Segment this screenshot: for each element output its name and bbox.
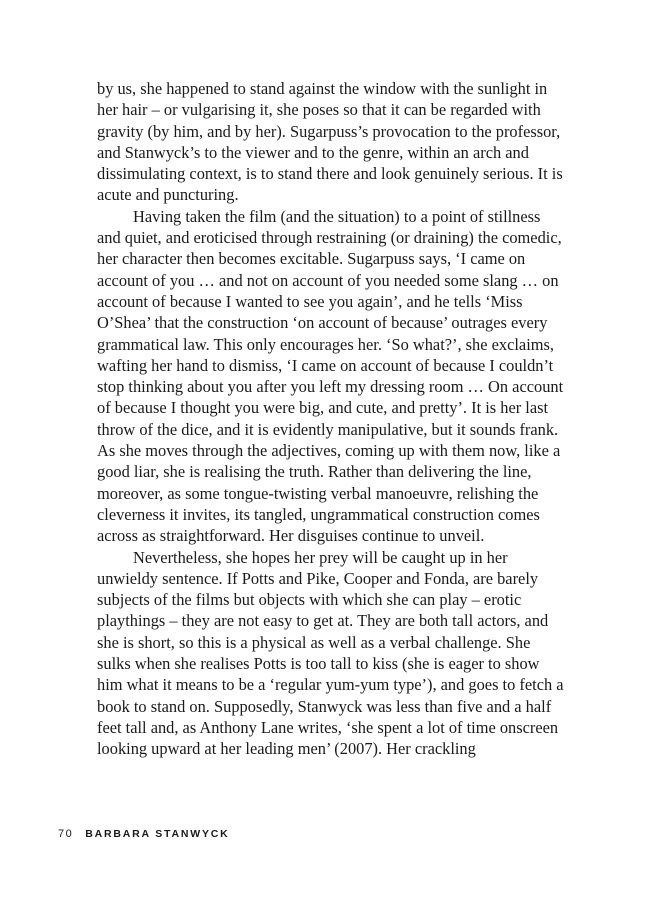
paragraph-2: Having taken the film (and the situation) to a point of stillness and quiet, and eroticised through restraining (or draining) the comedic, her character then becomes excitable. Sugarpuss says, ‘I came on account of you … and not on account of you needed some slang … on account of because I wanted to see you again’, and he tells ‘Miss O’Shea’ that the construction ‘on account of because’ outrages every grammatical law. This only encourages her. ‘So what?’, she exclaims, wafting her hand to dismiss, ‘I came on account of because I couldn’t stop thinking about you after you left my dressing room … On account of because I thought you were big, and cute, and pretty’. It is her last throw of the dice, and it is evidently manipulative, but it sounds frank. As she moves through the adjectives, coming up with them now, like a good liar, she is realising the truth. Rather than delivering the line, moreover, as some tongue-twisting verbal manoeuvre, relishing the cleverness it invites, its tangled, ungrammatical construction comes across as straightforward. Her disguises continue to unveil.: [97, 206, 564, 546]
paragraph-1: by us, she happened to stand against the window with the sunlight in her hair – or vulgarising it, she poses so that it can be regarded with gravity (by him, and by her). Sugarpuss’s provocation to the professor, and Stanwyck’s to the viewer and to the genre, within an arch and dissimulating context, is to stand there and look genuinely serious. It is acute and puncturing.: [97, 79, 563, 205]
running-head: BARBARA STANWYCK: [85, 828, 230, 840]
page-footer: [58, 828, 230, 840]
paragraph-3: Nevertheless, she hopes her prey will be caught up in her unwieldy sentence. If Potts and Pike, Cooper and Fonda, are barely subjects of the films but objects with which she can play – erotic playthings – they are not easy to get at. They are both tall actors, and she is short, so this is a physical as well as a verbal challenge. She sulks when she realises Potts is too tall to kiss (she is eager to show him what it means to be a ‘regular yum-yum type’), and goes to fetch a book to stand on. Supposedly, Stanwyck was less than five and a half feet tall and, as Anthony Lane writes, ‘she spent a lot of time onscreen looking upward at her leading men’ (2007). Her crackling: [97, 547, 564, 759]
body-text: [97, 78, 567, 760]
page-number: 70: [58, 828, 74, 840]
